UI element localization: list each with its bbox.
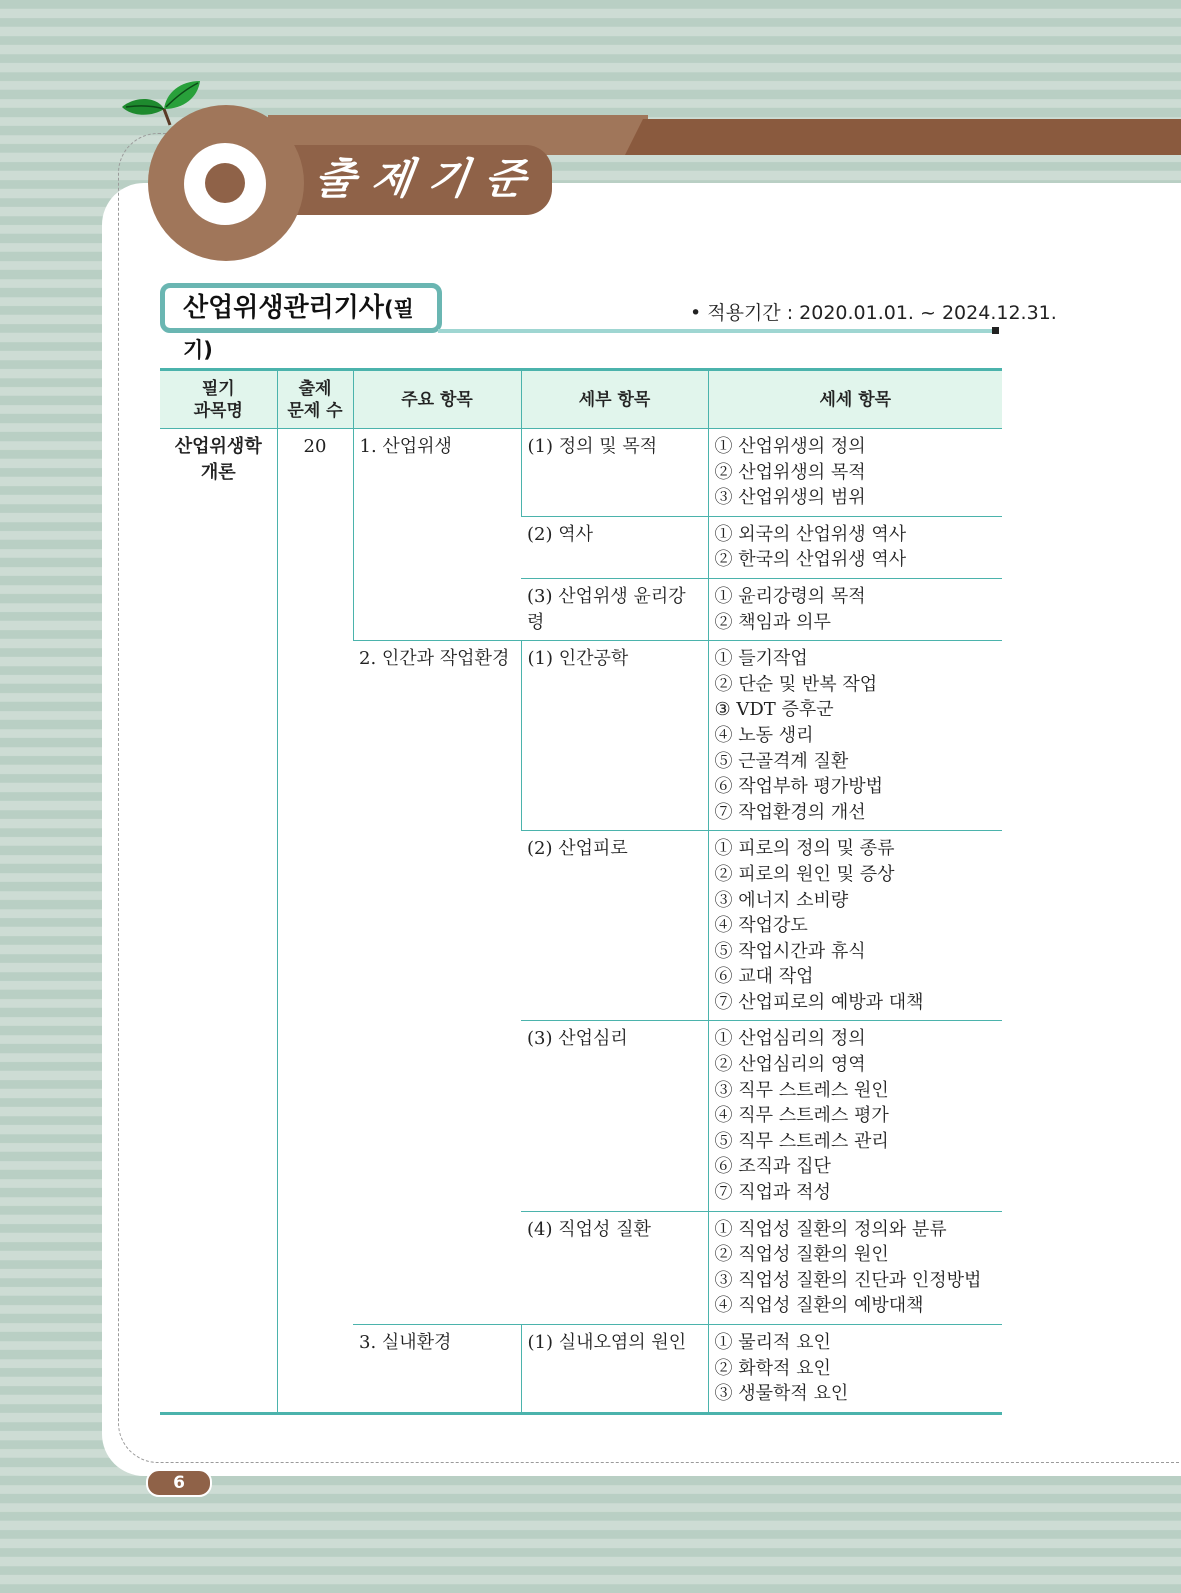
- detail-item-cell: [708, 641, 1002, 831]
- detail-item: ① 산업위생의 정의: [714, 436, 866, 457]
- detail-item: ⑥ 조직과 집단: [714, 1156, 831, 1178]
- detail-item: ② 산업심리의 영역: [714, 1054, 866, 1076]
- detail-item-cell: [708, 516, 1002, 578]
- detail-item: ① 산업심리의 정의: [714, 1028, 866, 1050]
- detail-item: ④ 직업성 질환의 예방대책: [714, 1295, 924, 1317]
- page-title: 출제기준: [311, 154, 545, 203]
- sub-item-cell: (3) 산업위생 윤리강령: [521, 578, 708, 640]
- subject-suffix: (필기): [183, 297, 414, 362]
- main-item-cell: 2. 인간과 작업환경: [353, 641, 521, 1325]
- header-label: 주요 항목: [401, 389, 473, 410]
- detail-item: ⑥ 교대 작업: [714, 966, 814, 988]
- header-right-band: [625, 119, 1181, 155]
- application-period: • 적용기간 : 2020.01.01. ~ 2024.12.31.: [690, 302, 1057, 324]
- header-cell-sub: [521, 370, 708, 429]
- page-number: 6: [146, 1469, 212, 1497]
- detail-item: ⑥ 작업부하 평가방법: [714, 776, 884, 798]
- table-row: [160, 429, 1002, 517]
- detail-item-cell: [708, 578, 1002, 640]
- detail-item: ② 화학적 요인: [714, 1357, 831, 1379]
- detail-item: ⑦ 작업환경의 개선: [714, 801, 866, 823]
- sub-item-cell: (3) 산업심리: [521, 1021, 708, 1211]
- criteria-table: [160, 368, 1002, 1415]
- detail-item: ⑦ 직업과 적성: [714, 1182, 831, 1204]
- detail-item: ⑦ 산업피로의 예방과 대책: [714, 991, 924, 1013]
- detail-item: ① 외국의 산업위생 역사: [714, 523, 907, 545]
- detail-item: ② 한국의 산업위생 역사: [714, 549, 907, 571]
- detail-item: ⑤ 작업시간과 휴식: [714, 940, 866, 962]
- detail-item-cell: [708, 429, 1002, 517]
- detail-item: ⑤ 근골격계 질환: [714, 750, 849, 772]
- header-cell-subject: [160, 370, 277, 429]
- question-count-cell: 20: [277, 429, 353, 1414]
- leaf-icon: [118, 75, 208, 135]
- subject-name: 산업위생관리기사: [183, 293, 384, 323]
- header-cell-detail: [708, 370, 1002, 429]
- detail-item: ① 피로의 정의 및 종류: [714, 838, 895, 860]
- header-cell-count: [277, 370, 353, 429]
- header-label: 세부 항목: [578, 389, 651, 410]
- subject-cell: 산업위생학 개론: [174, 436, 262, 483]
- table-header-row: [160, 370, 1002, 429]
- header-label: 세세 항목: [819, 389, 892, 410]
- subject-underline-end: [992, 327, 999, 334]
- header-label: 필기 과목명: [193, 378, 243, 421]
- header-circle-center: [205, 163, 245, 203]
- detail-item-cell: [708, 1325, 1002, 1414]
- detail-item: ③ VDT 증후군: [714, 699, 834, 721]
- detail-item: ② 책임과 의무: [714, 611, 831, 633]
- detail-item: ③ 생물학적 요인: [714, 1383, 849, 1405]
- detail-item: ③ 에너지 소비량: [714, 889, 849, 911]
- main-item-cell: 1. 산업위생: [353, 429, 521, 641]
- sub-item-cell: (2) 산업피로: [521, 831, 708, 1021]
- detail-item: ① 윤리강령의 목적: [714, 585, 866, 607]
- header-cell-main: [353, 370, 521, 429]
- detail-item: ① 직업성 질환의 정의와 분류: [714, 1218, 947, 1240]
- detail-item: ② 직업성 질환의 원인: [714, 1244, 889, 1266]
- detail-item: ① 물리적 요인: [714, 1332, 831, 1353]
- subject-underline: [438, 329, 992, 333]
- detail-item: ④ 직무 스트레스 평가: [714, 1105, 889, 1127]
- subject-title-box: [160, 283, 442, 362]
- sub-item-cell: (1) 실내오염의 원인: [521, 1325, 708, 1414]
- detail-item-cell: [708, 1021, 1002, 1211]
- detail-item-cell: [708, 1211, 1002, 1324]
- detail-item: ④ 작업강도: [714, 915, 808, 937]
- detail-item: ③ 직무 스트레스 원인: [714, 1079, 889, 1101]
- sub-item-cell: (1) 인간공학: [521, 641, 708, 831]
- sub-item-cell: (4) 직업성 질환: [521, 1211, 708, 1324]
- detail-item: ① 들기작업: [714, 648, 808, 670]
- header-label: 출제 문제 수: [287, 378, 343, 421]
- sub-item-cell: (1) 정의 및 목적: [521, 429, 708, 517]
- detail-item-cell: [708, 831, 1002, 1021]
- detail-item: ③ 직업성 질환의 진단과 인정방법: [714, 1269, 982, 1291]
- detail-item: ③ 산업위생의 범위: [714, 487, 866, 509]
- detail-item: ② 산업위생의 목적: [714, 461, 866, 483]
- detail-item: ④ 노동 생리: [714, 724, 814, 746]
- detail-item: ② 단순 및 반복 작업: [714, 673, 878, 695]
- detail-item: ② 피로의 원인 및 증상: [714, 863, 895, 885]
- detail-item: ⑤ 직무 스트레스 관리: [714, 1130, 889, 1152]
- sub-item-cell: (2) 역사: [521, 516, 708, 578]
- main-item-cell: 3. 실내환경: [359, 1332, 452, 1353]
